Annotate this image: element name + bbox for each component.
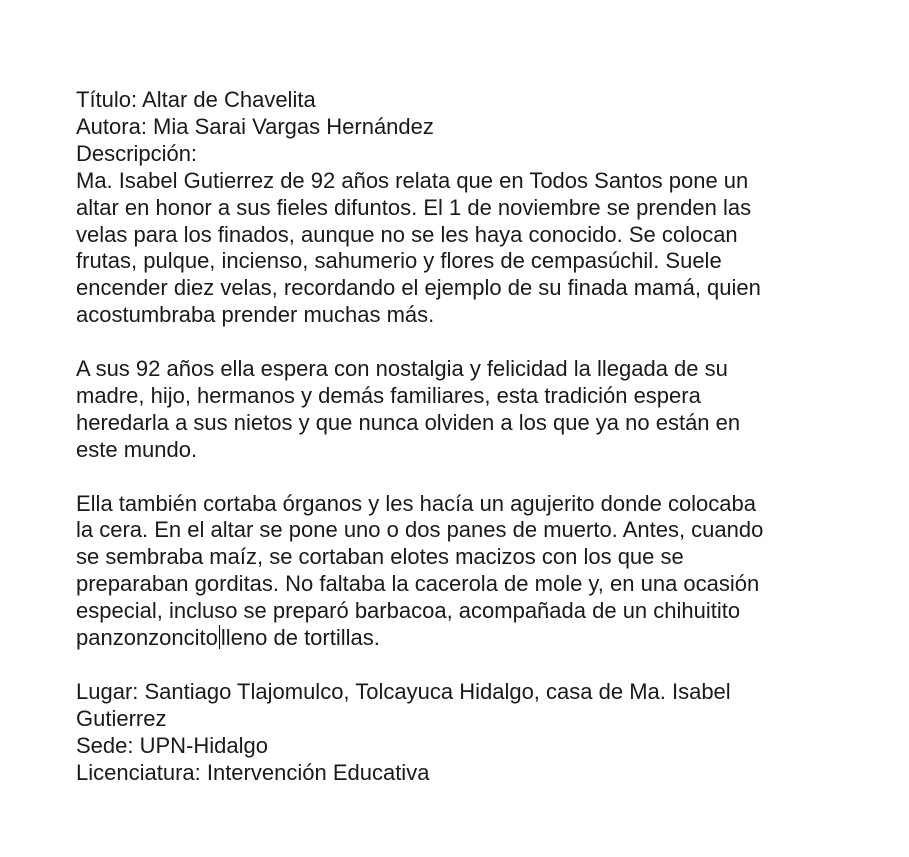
paragraph-3-line: especial, incluso se preparó barbacoa, acompañada de un chihuitito xyxy=(76,598,741,624)
description-label: Descripción: xyxy=(76,140,198,166)
header-block xyxy=(76,87,796,329)
paragraph-1-line: encender diez velas, recordando el ejemplo de su finada mamá, quien xyxy=(76,275,761,301)
paragraph-1-line: altar en honor a sus fieles difuntos. El 1 de noviembre se prenden las xyxy=(76,194,752,220)
paragraph-3-line: se sembraba maíz, se cortaban elotes macizos con los que se xyxy=(76,544,684,570)
document-page[interactable] xyxy=(76,87,796,787)
place-line: Lugar: Santiago Tlajomulco, Tolcayuca Hidalgo, casa de Ma. Isabel xyxy=(76,678,731,704)
campus-line: Sede: UPN-Hidalgo xyxy=(76,732,268,758)
paragraph-1-line: velas para los finados, aunque no se les haya conocido. Se colocan xyxy=(76,221,738,247)
paragraph-3-last-line xyxy=(76,625,796,652)
text-before-caret: panzonzoncito xyxy=(76,625,218,651)
paragraph-3-line: la cera. En el altar se pone uno o dos panes de muerto. Antes, cuando xyxy=(76,517,764,543)
paragraph-3 xyxy=(76,491,796,652)
paragraph-1-line: frutas, pulque, incienso, sahumerio y flores de cempasúchil. Suele xyxy=(76,248,722,274)
paragraph-2-line: heredarla a sus nietos y que nunca olviden a los que ya no están en xyxy=(76,409,741,435)
paragraph-2 xyxy=(76,356,796,464)
author-line: Autora: Mia Sarai Vargas Hernández xyxy=(76,113,434,139)
place-line-continued: Gutierrez xyxy=(76,705,167,731)
degree-line: Licenciatura: Intervención Educativa xyxy=(76,759,430,785)
paragraph-2-line: este mundo. xyxy=(76,436,198,462)
text-after-caret: lleno de tortillas. xyxy=(220,625,380,651)
title-line: Título: Altar de Chavelita xyxy=(76,87,316,112)
paragraph-1-line: acostumbraba prender muchas más. xyxy=(76,302,435,328)
paragraph-1-line: Ma. Isabel Gutierrez de 92 años relata que en Todos Santos pone un xyxy=(76,167,749,193)
paragraph-2-line: madre, hijo, hermanos y demás familiares, esta tradición espera xyxy=(76,382,701,408)
text-cursor xyxy=(219,625,220,649)
paragraph-3-line: preparaban gorditas. No faltaba la cacerola de mole y, en una ocasión xyxy=(76,571,760,597)
footer-block xyxy=(76,679,796,787)
paragraph-3-line: Ella también cortaba órganos y les hacía un agujerito donde colocaba xyxy=(76,490,757,516)
paragraph-2-line: A sus 92 años ella espera con nostalgia y felicidad la llegada de su xyxy=(76,356,728,382)
